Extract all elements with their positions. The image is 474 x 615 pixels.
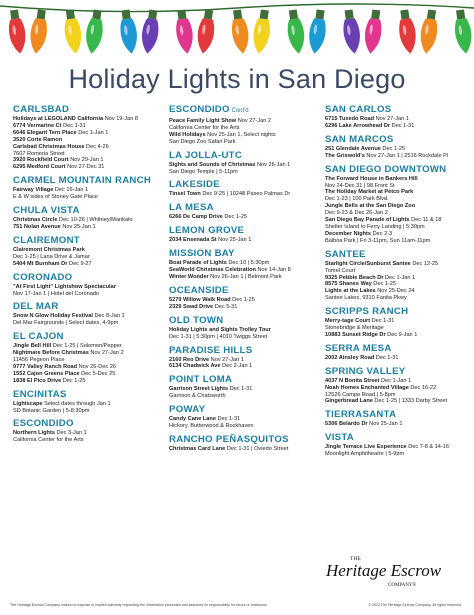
area-heading: LA JOLLA-UTC — [169, 149, 243, 161]
listing-line: 6134 Chadwick Ave Dec 2-Jan 1 — [169, 363, 253, 370]
area-section — [169, 374, 319, 400]
light-bulb-icon — [362, 9, 384, 55]
listing-line: Tomel Court — [325, 267, 356, 274]
listing-line: 1838 El Pico Drive Dec 1-25 — [13, 377, 86, 384]
listing-line: Moonlight Amphitheatre | 5-9pm — [325, 451, 405, 458]
listing-line: Christmas Card Lane Dec 1-31 | Oviedo Street — [169, 445, 289, 452]
area-heading: CARMEL MOUNTAIN RANCH — [13, 175, 152, 187]
holiday-lights-string — [0, 0, 474, 62]
area-section — [325, 249, 470, 302]
area-heading: CHULA VISTA — [13, 205, 80, 217]
listing-line: 12526 Campo Road | 5-8pm — [325, 391, 396, 398]
light-bulb-icon — [307, 9, 329, 55]
listing-line: Starlight Circle/Sunburst Santee Dec 12-25 — [325, 260, 439, 267]
listing-line: Jingle Terrace Live Experience Dec 7-8 & 14-16 — [325, 444, 449, 451]
area-heading: ESCONDIDO — [13, 418, 74, 430]
listing-line: Christmas Circle Dec 10-26 | Whitney/Mankato — [13, 217, 133, 224]
listing-line: 2034 Ensenada St Nov 25-Jan 1 — [169, 237, 252, 244]
listing-line: 3520 Corte Ramon — [13, 136, 63, 143]
listing-line: Holiday Lights and Sights Trolley Tour — [169, 326, 271, 333]
area-section — [169, 248, 319, 281]
listing-line: 5279 Willow Walk Road Dec 1-25 — [169, 296, 255, 303]
listing-line: 7607 Romeria Street — [13, 150, 65, 157]
listing-line: 5404 Mt Burnham Dr Dec 9-27 — [13, 260, 92, 267]
listing-line: 5306 Belardo Dr Nov 25-Jan 1 — [325, 421, 403, 428]
area-heading: SAN MARCOS — [325, 133, 394, 145]
area-section — [169, 202, 319, 221]
area-heading: MISSION BAY — [169, 248, 235, 260]
listing-line: Boat Parade of Lights Dec 10 | 5:30pm — [169, 260, 270, 267]
listing-line: Del Mar Fairgrounds | Select dates, 4-9pm — [13, 320, 119, 327]
area-heading: VISTA — [325, 432, 355, 444]
area-section — [13, 235, 163, 268]
listing-line: 8575 Shanes Way Dec 1-25 — [325, 281, 397, 288]
light-bulb-icon — [28, 9, 50, 55]
area-section — [325, 432, 470, 458]
listing-line: 751 Nolan Avenue Nov 25-Jan 1 — [13, 223, 96, 230]
footer-copyright: © 2022 The Heritage Escrow Company. All rights reserved. — [368, 603, 462, 607]
logo-company: COMPANY® — [388, 583, 417, 588]
area-section — [325, 409, 470, 428]
light-bulb-icon — [6, 9, 28, 55]
area-section — [169, 179, 319, 198]
listing-line: Santee Lakes, 9310 Fanita Pkwy — [325, 295, 407, 302]
area-heading: LAKESIDE — [169, 179, 220, 191]
light-bulb-icon — [139, 9, 161, 55]
listing-line: Snow N Glow Holiday Festival Dec 8-Jan 1 — [13, 313, 125, 320]
area-heading: SAN DIEGO DOWNTOWN — [325, 163, 447, 175]
area-section — [169, 345, 319, 371]
area-section — [13, 301, 163, 327]
light-bulb-icon — [173, 9, 195, 55]
area-section — [325, 306, 470, 339]
listing-line: 6774 Vermarine Ct Dec 1-31 — [13, 122, 86, 129]
listing-line: Jingle Bell Hill Dec 1-25 | Solomon/Pepper — [13, 343, 122, 350]
light-bulb-icon — [341, 9, 363, 55]
listing-line: 9325 Pebble Beach Dr Dec 1-Jan 1 — [325, 274, 416, 281]
listing-line: December Nights Dec 2-3 — [325, 230, 393, 237]
light-bulb-icon — [118, 9, 140, 55]
listing-line: SD Botanic Garden | 5-8:30pm — [13, 407, 90, 414]
area-section — [169, 434, 319, 453]
area-section — [13, 205, 163, 231]
listing-line: 2160 Reo Drive Nov 27-Jan 1 — [169, 356, 244, 363]
listing-line: 2002 Ainsley Road Dec 1-31 — [325, 354, 399, 361]
area-section — [169, 404, 319, 430]
column-2 — [169, 104, 319, 457]
area-section — [169, 150, 319, 176]
area-section — [13, 418, 163, 444]
area-heading: CARLSBAD — [13, 104, 70, 115]
listing-line: San Diego Temple | 5-11pm — [169, 168, 238, 175]
listing-line: Nov 24-Dec 31 | 98 Front St — [325, 182, 395, 189]
listing-line: Peace Family Light Show Nov 27-Jan 2 — [169, 118, 271, 124]
listing-line: Hickory, Butterwood & Rockhaven — [169, 423, 254, 430]
listing-line: Stonebridge & Meritage — [325, 325, 384, 332]
listing-line: The Forward House in Bankers Hill — [325, 175, 418, 182]
listing-line: California Center for the Arts — [169, 124, 240, 131]
listing-line: Dec 1-23 | 100 Park Blvd. — [325, 196, 389, 203]
area-heading: POWAY — [169, 404, 206, 416]
listing-line: Clairemont Christmas Park — [13, 246, 85, 253]
listing-line: SeaWorld Christmas Celebration Nov 14-Jan 8 — [169, 267, 291, 274]
page-title: Holiday Lights in San Diego — [68, 64, 406, 94]
area-heading: LA MESA — [169, 202, 214, 214]
listing-line: Dec 1-31 | 5:30pm | 4010 Twiggs Street — [169, 333, 268, 340]
listing-line: Gingerbread Lane Dec 1-25 | 1333 Darby Street — [325, 398, 448, 405]
area-heading: ENCINITAS — [13, 388, 67, 400]
listing-line: The Holiday Market at Petco Park — [325, 189, 414, 196]
area-section — [325, 164, 470, 245]
light-bulb-icon — [251, 9, 273, 55]
listing-line: Tinsel Town Dec 9-25 | 10248 Paseo Palmas Dr — [169, 191, 291, 198]
listing-line: 4037 N Bonita Street Dec 1-Jan 1 — [325, 377, 412, 384]
light-bulb-icon — [62, 9, 84, 55]
listing-line: 2329 Swad Drive Dec 5-31 — [169, 303, 238, 310]
area-heading: EL CAJON — [13, 331, 64, 343]
area-heading: PARADISE HILLS — [169, 344, 253, 356]
area-section — [13, 272, 163, 298]
listing-line: 6266 De Camp Drive Dec 1-25 — [169, 214, 248, 221]
area-heading: POINT LOMA — [169, 374, 233, 386]
area-section — [325, 343, 470, 362]
area-heading: SPRING VALLEY — [325, 365, 406, 377]
area-heading: DEL MAR — [13, 301, 59, 313]
listing-line: 9777 Valley Ranch Road Nov 26-Dec 26 — [13, 363, 116, 370]
area-heading: TIERRASANTA — [325, 409, 397, 421]
area-section — [13, 331, 163, 384]
area-section — [325, 366, 470, 406]
area-heading: CORONADO — [13, 271, 73, 283]
listing-line: 6646 Elegant Tern Place Dec 1-Jan 1 — [13, 129, 109, 136]
listing-line: 11456 Pegeon Place — [13, 357, 65, 364]
listing-line: 3920 Rockfield Court Nov 29-Jan 1 — [13, 157, 104, 164]
light-bulb-icon — [452, 9, 474, 55]
listing-line: Carlsbad Christmas House Dec 4-26 — [13, 143, 109, 150]
area-heading: SAN CARLOS — [325, 104, 392, 115]
footer-disclaimer: The Heritage Escrow Company makes no express or implied warranty respecting the information presented and assumes no responsibility for errors or omissions. — [10, 603, 268, 607]
listing-line: Noah Homes Enchanted Village Dec 16-22 — [325, 384, 437, 391]
light-bulb-icon — [418, 9, 440, 55]
listing-line: Lightscape Select dates through Jan 1 — [13, 400, 111, 407]
listing-line: Dec 9-23 & Dec 26-Jan 2 — [325, 210, 388, 217]
listing-line: 1552 Cajon Greens Place Dec 5-Dec 25 — [13, 370, 116, 377]
logo-name: Heritage Escrow — [326, 561, 442, 580]
area-section — [13, 389, 163, 415]
light-bulb-icon — [396, 9, 418, 55]
area-section — [325, 134, 470, 160]
listing-line: San Diego Bay Parade of Lights Dec 11 & 18 — [325, 217, 442, 224]
light-bulb-icon — [84, 9, 106, 55]
listing-line: San Diego Zoo Safari Park — [169, 138, 236, 145]
area-heading: RANCHO PEÑASQUITOS — [169, 433, 289, 445]
column-1 — [13, 104, 163, 448]
light-bulb-icon — [195, 9, 217, 55]
listing-line: 251 Glendale Avenue Dec 1-25 — [325, 145, 406, 152]
listing-line: Holidays at LEGOLAND California Nov 19-Jan 8 — [13, 116, 138, 122]
area-section — [169, 285, 319, 311]
listing-line: Lights at the Lakes Nov 25-Dec 24 — [325, 288, 415, 295]
listing-line: Sights and Sounds of Christmas Nov 26-Jan 1 — [169, 161, 291, 168]
area-heading: CLAIREMONT — [13, 234, 80, 246]
listing-line: Wild Holidays Nov 25-Jan 1, Select nights — [169, 131, 276, 138]
listing-line: Fairway Village Dec 16-Jan 1 — [13, 187, 89, 194]
area-section — [169, 315, 319, 341]
listing-line: 6296 Lake Arrowhead Dr Dec 1-31 — [325, 122, 415, 129]
area-heading: SANTEE — [325, 248, 366, 260]
light-bulb-icon — [285, 9, 307, 55]
area-heading: SERRA MESA — [325, 342, 392, 354]
listing-line: E & W sides of Stoney Gate Place — [13, 194, 98, 201]
listing-line: "At First Light" Lightshow Spectacular — [13, 283, 116, 290]
listing-line: The Griswold's Nov 27-Jan 1 | 2516 Rockdale Pl — [325, 152, 449, 159]
area-section — [169, 104, 319, 146]
column-3 — [325, 104, 470, 462]
listing-line: 6295 Medford Court Nov 27-Dec 31 — [13, 164, 105, 171]
area-heading: OLD TOWN — [169, 314, 224, 326]
listing-line: Balboa Park | Fri 3-11pm, Sun 11am-11pm — [325, 237, 431, 244]
listing-line: Merry-tage Court Dec 1-31 — [325, 318, 395, 325]
area-heading: LEMON GROVE — [169, 225, 245, 237]
listing-line: Northern Lights Dec 3-Jan 1 — [13, 430, 87, 437]
listing-line: Jungle Bells at the San Diego Zoo — [325, 203, 416, 210]
area-section — [325, 104, 470, 130]
listing-line: Shelter Island to Ferry Landing | 5:30pm — [325, 223, 425, 230]
listing-line: Dec 1-25 | Lana Drive & Jamar — [13, 253, 90, 260]
listing-line: Garrison & Chatsworth — [169, 393, 226, 400]
listing-line: Nov 17-Jan 1 | Hotel del Coronado — [13, 290, 100, 297]
area-heading: SCRIPPS RANCH — [325, 306, 409, 318]
listing-line: Winter Wonder Nov 26-Jan 1 | Belmont Park — [169, 273, 282, 280]
listing-line: Garrison Street Lights Dec 1-31 — [169, 386, 253, 393]
listing-line: Nightmare Before Christmas Nov 27-Jan 2 — [13, 350, 124, 357]
light-bulb-icon — [229, 9, 251, 55]
listing-line: 10883 Sunset Ridge Dr Dec 9-Jan 1 — [325, 331, 418, 338]
area-section — [13, 175, 163, 201]
listing-line: 6715 Tuxedo Road Nov 27-Jan 1 — [325, 116, 409, 122]
listing-line: Candy Cane Lane Dec 1-31 — [169, 416, 241, 423]
area-section — [13, 104, 163, 171]
listing-line: California Center for the Arts — [13, 437, 84, 444]
heritage-escrow-logo — [322, 548, 442, 598]
area-heading: OCEANSIDE — [169, 284, 229, 296]
area-section — [169, 225, 319, 244]
logo-the: THE — [350, 556, 361, 562]
area-heading: ESCONDIDO Cont'd — [169, 104, 249, 115]
